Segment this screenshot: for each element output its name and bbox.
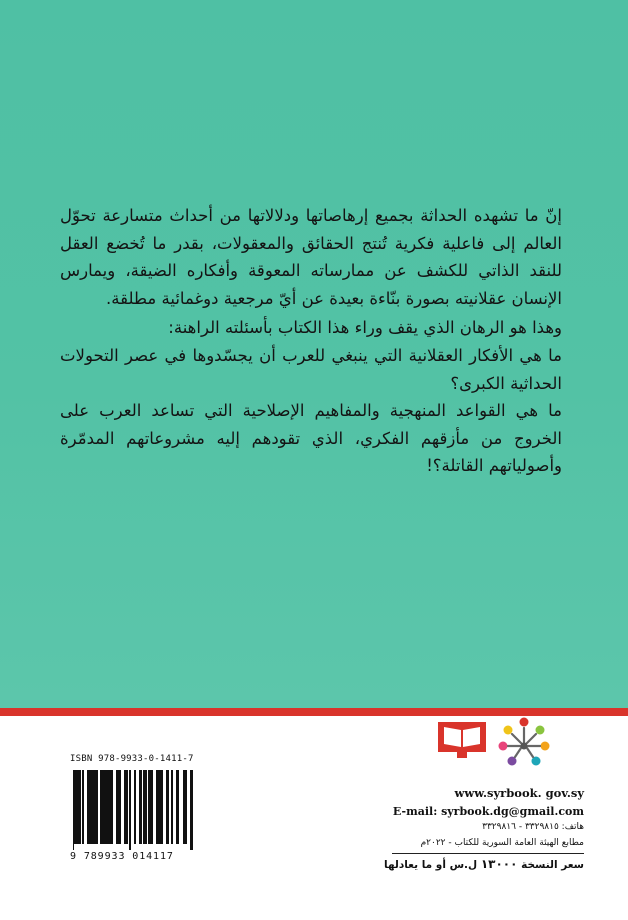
back-cover-blurb <box>60 202 562 480</box>
publisher-divider <box>392 853 584 854</box>
price-label: سعر النسخة <box>521 859 584 871</box>
blurb-paragraph-2: وهذا هو الرهان الذي يقف وراء هذا الكتاب بأسئلته الراهنة: <box>168 318 562 338</box>
blurb-question-1: ما هي الأفكار العقلانية التي ينبغي للعرب أن يجسّدوها في عصر التحولات الحداثية الكبرى؟ <box>60 345 562 393</box>
publisher-info <box>392 714 622 860</box>
barcode-digits: 9 789933 014117 <box>70 851 174 862</box>
isbn-number: ISBN 978-9933-0-1411-7 <box>70 754 194 764</box>
publisher-phone: هاتف: ٣٣٢٩٨١٥ - ٣٣٢٩٨١٦ <box>482 822 584 832</box>
publisher-website: www.syrbook. gov.sy <box>454 786 584 800</box>
blurb-paragraph-1: إنّ ما تشهده الحداثة بجميع إرهاصاتها ودلالاتها من أحداث متسارعة تحوّل العالم إلى فاعلية فكرية تُنتج الحقائق والمعقولات، بقدر ما تُخضع العقل للنقد الذاتي للكشف عن ممارساته المعوقة وأفكاره الضيقة، ويمارس الإنسان عقلانيته بصورة بنّاءة بعيدة عن أيّ مرجعية دوغمائية مطلقة. <box>60 206 562 308</box>
barcode-image <box>70 770 194 850</box>
publisher-email: E-mail: syrbook.dg@gmail.com <box>392 805 584 818</box>
blurb-question-2: ما هي القواعد المنهجية والمفاهيم الإصلاحية التي تساعد العرب على الخروج من مأزقهم الفكري، الذي تقودهم إليه مشروعاتهم المدمّرة وأصولياتهم القاتلة؟! <box>60 401 562 476</box>
price-currency: ل.س أو ما يعادلها <box>384 859 478 871</box>
open-book-logo-icon <box>436 716 488 762</box>
people-circle-logo-icon <box>496 714 552 774</box>
price-amount: ١٣٠٠٠ <box>480 857 518 871</box>
publisher-printer: مطابع الهيئة العامة السورية للكتاب - ٢٠٢٢م <box>420 838 584 848</box>
price-line <box>384 857 584 871</box>
isbn-barcode-block <box>70 754 194 862</box>
